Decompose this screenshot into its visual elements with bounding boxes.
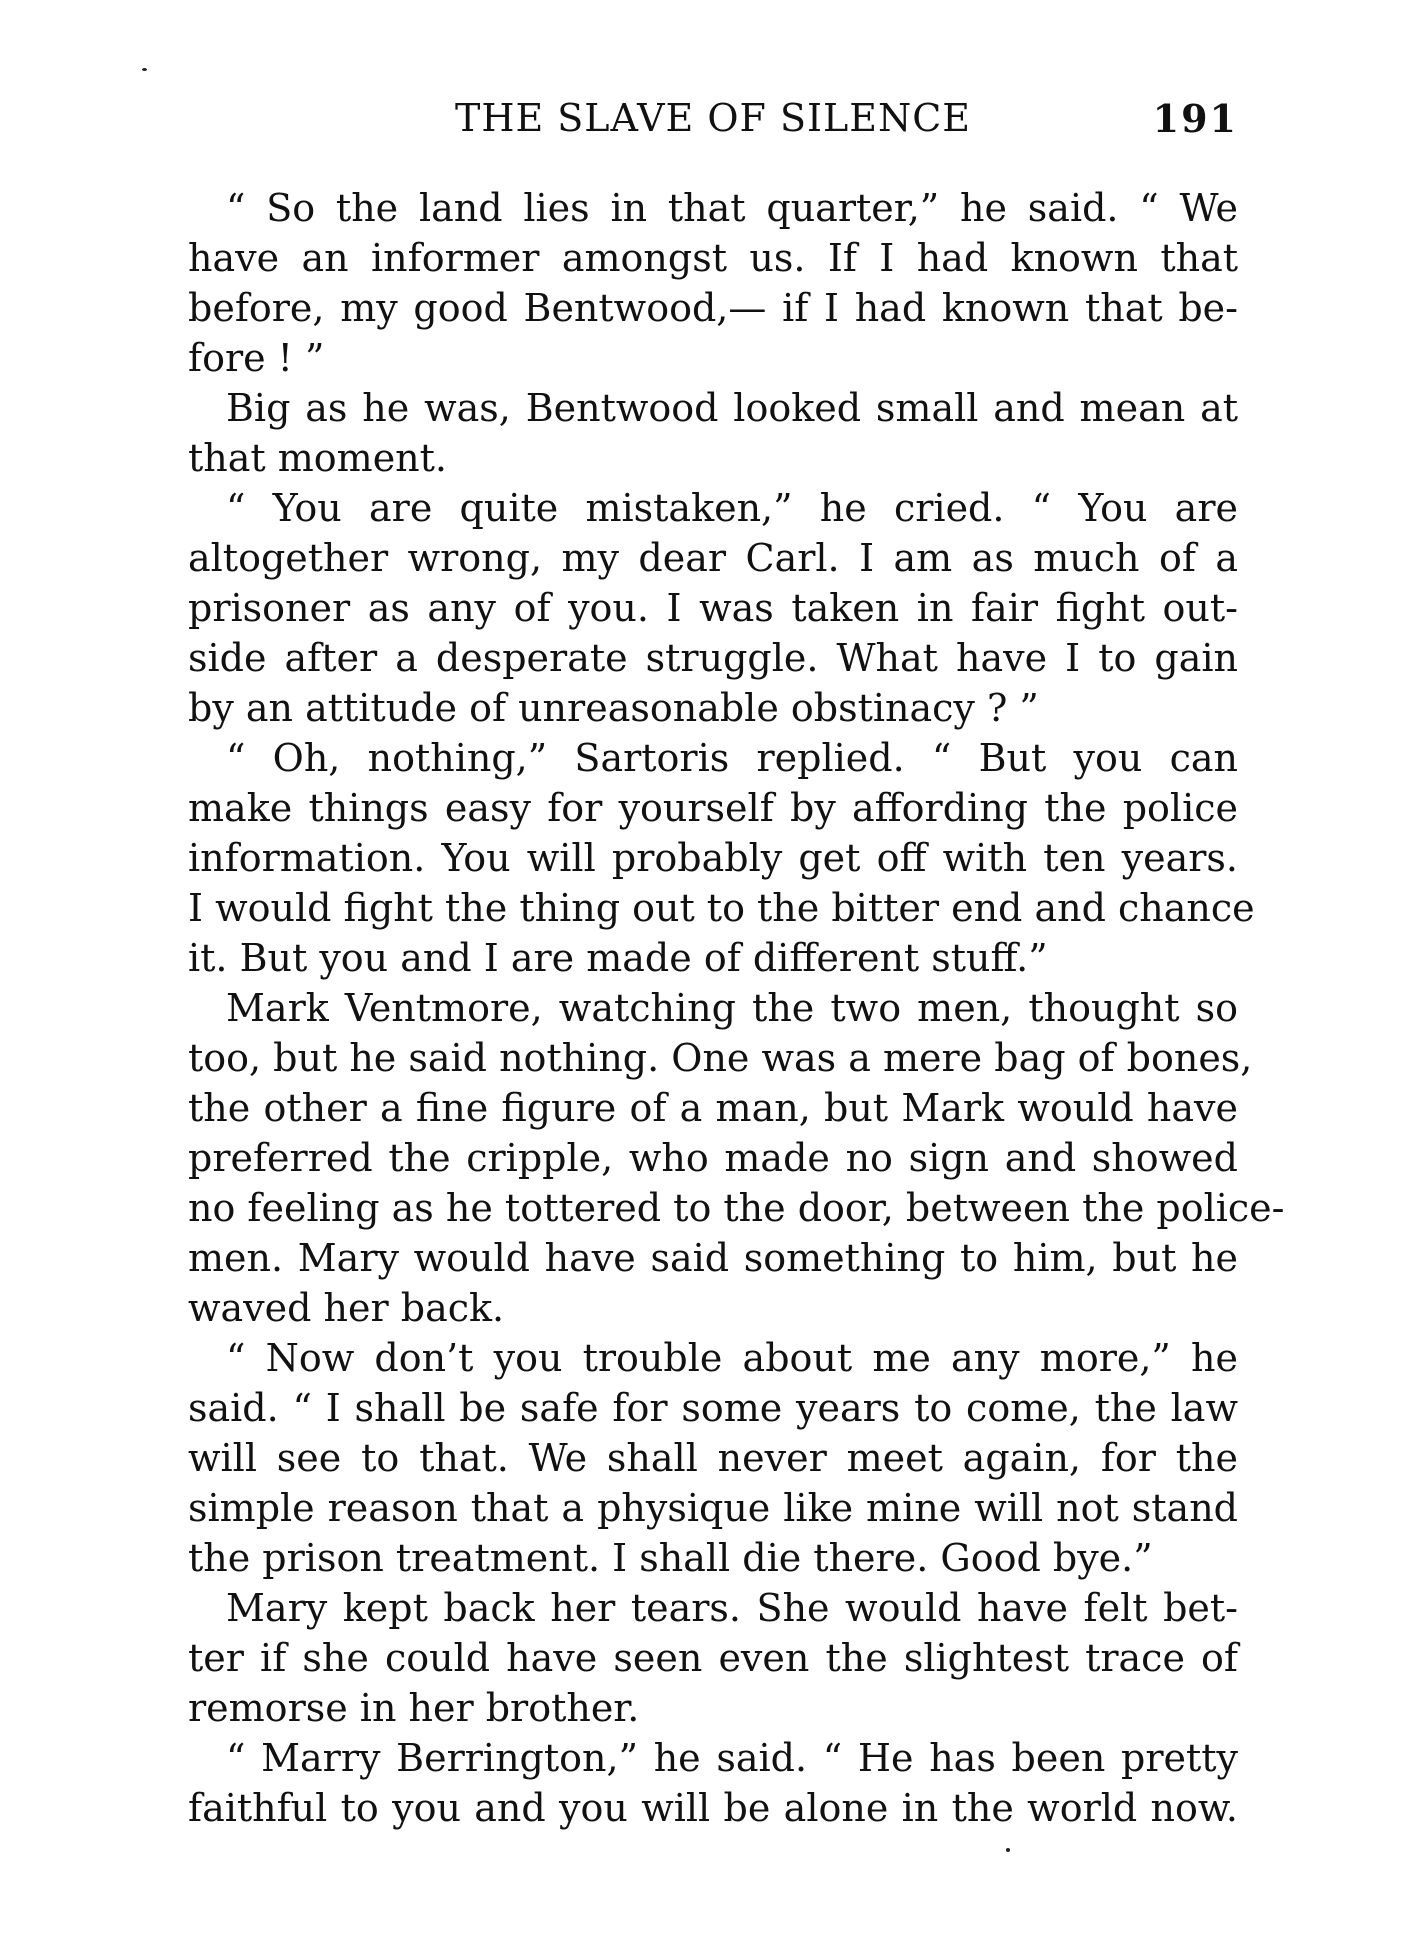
text-line: simple reason that a physique like mine will not stand bbox=[188, 1486, 1238, 1530]
text-line: said. “ I shall be safe for some years to come, the law bbox=[188, 1386, 1238, 1430]
text-line: Big as he was, Bentwood looked small and mean at bbox=[226, 386, 1238, 430]
running-header bbox=[188, 96, 1238, 146]
text-line: before, my good Bentwood,— if I had known that be- bbox=[188, 286, 1238, 330]
text-line: the other a fine figure of a man, but Mark would have bbox=[188, 1086, 1238, 1130]
text-line: “ Now don’t you trouble about me any more,” he bbox=[226, 1336, 1238, 1380]
text-line: “ Oh, nothing,” Sartoris replied. “ But you can bbox=[226, 736, 1238, 780]
text-line: side after a desperate struggle. What have I to gain bbox=[188, 636, 1238, 680]
text-line: Mary kept back her tears. She would have felt bet- bbox=[226, 1586, 1238, 1630]
text-line: ter if she could have seen even the slightest trace of bbox=[188, 1636, 1238, 1680]
ink-speck bbox=[1006, 1848, 1010, 1852]
text-line: altogether wrong, my dear Carl. I am as much of a bbox=[188, 536, 1238, 580]
running-title: THE SLAVE OF SILENCE bbox=[454, 96, 972, 140]
page-number: 191 bbox=[1152, 96, 1238, 141]
text-line: that moment. bbox=[188, 436, 448, 480]
text-line: fore ! ” bbox=[188, 336, 325, 380]
text-line: no feeling as he tottered to the door, between the police- bbox=[188, 1186, 1285, 1230]
text-line: Mark Ventmore, watching the two men, thought so bbox=[226, 986, 1238, 1030]
text-line: by an attitude of unreasonable obstinacy ? ” bbox=[188, 686, 1039, 730]
text-line: the prison treatment. I shall die there. Good bye.” bbox=[188, 1536, 1153, 1580]
text-line: faithful to you and you will be alone in the world now. bbox=[188, 1786, 1238, 1830]
ink-speck bbox=[142, 68, 147, 71]
text-line: have an informer amongst us. If I had known that bbox=[188, 236, 1238, 280]
text-line: “ Marry Berrington,” he said. “ He has been pretty bbox=[226, 1736, 1238, 1780]
text-line: too, but he said nothing. One was a mere bag of bones, bbox=[188, 1036, 1253, 1080]
text-line: “ You are quite mistaken,” he cried. “ You are bbox=[226, 486, 1238, 530]
text-line: information. You will probably get off with ten years. bbox=[188, 836, 1238, 880]
text-line: remorse in her brother. bbox=[188, 1686, 640, 1730]
text-line: make things easy for yourself by affording the police bbox=[188, 786, 1238, 830]
text-line: “ So the land lies in that quarter,” he said. “ We bbox=[226, 186, 1238, 230]
text-line: prisoner as any of you. I was taken in fair fight out- bbox=[188, 586, 1238, 630]
text-line: preferred the cripple, who made no sign and showed bbox=[188, 1136, 1238, 1180]
text-line: it. But you and I are made of different stuff.” bbox=[188, 936, 1048, 980]
text-line: I would fight the thing out to the bitter end and chance bbox=[188, 886, 1255, 930]
text-line: will see to that. We shall never meet again, for the bbox=[188, 1436, 1238, 1480]
text-line: waved her back. bbox=[188, 1286, 505, 1330]
text-line: men. Mary would have said something to him, but he bbox=[188, 1236, 1238, 1280]
page-body bbox=[188, 183, 1285, 1833]
